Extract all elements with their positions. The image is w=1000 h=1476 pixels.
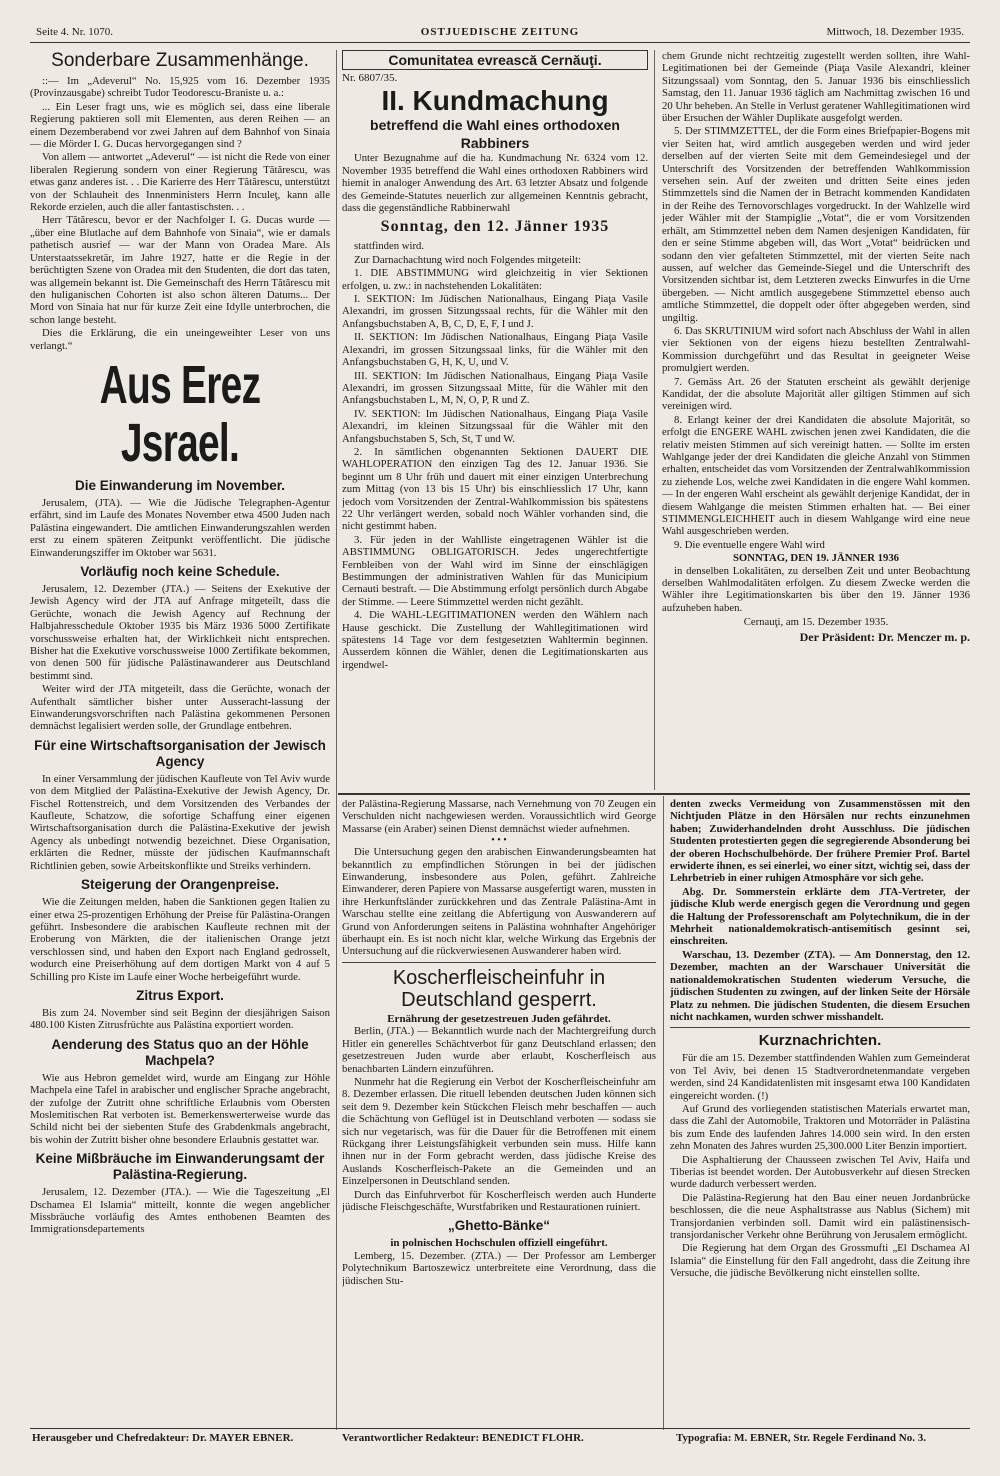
kurznachrichten-title: Kurznachrichten. [758, 1032, 882, 1050]
runoff-date: SONNTAG, DEN 19. JÄNNER 1936 [732, 552, 900, 565]
notice-paragraph: IV. SEKTION: Im Jüdischen Nationalhaus, Eingang Piaţa Vasile Alexandri, im kleinen Sitzungssaal für die Wähler mit den Anfangsbuchstaben S, Sch, St, T und W. [342, 407, 648, 445]
article-title-wirtschaftsorganisation: Für eine Wirtschaftsorganisation der Jewisch Agency [34, 737, 326, 769]
article-title-einwanderung: Die Einwanderung im November. [74, 477, 286, 493]
section-title-aus-erez-jsrael: Aus Erez Jsrael. [99, 354, 261, 473]
article-paragraph: Weiter wird der JTA mitgeteilt, dass die Gerüchte, wonach der Aufenthalt sämtlicher bisher unter Ausseracht-lassung der Einwanderungsvorschriften nach Palästina gekommenen Personen demnächst legalisiert werden solle, der Grundlage entbehren. [30, 683, 330, 733]
article-paragraph: Wie aus Hebron gemeldet wird, wurde am Eingang zur Höhle Machpela eine Tafel in arabischer und englischer Sprache angebracht, der zufolge der Zutritt ohne schriftliche Erlaubnis vom Obersten Moslemitischen Rat verboten ist. Bemerkenswerterweise wurde das Schild nicht bei der siebenten Stufe des Grabdenkmals angebracht, bis wohin der Zutritt bisher ohne besondere Erlaubnis gestattet war. [30, 1071, 330, 1146]
newspaper-title: OSTJUEDISCHE ZEITUNG [420, 26, 580, 38]
article-title-missbraeuche: Keine Mißbräuche im Einwanderungsamt der Palästina-Regierung. [35, 1151, 325, 1183]
article-paragraph: Die Regierung hat dem Organ des Grossmufti „El Dschamea Al Islamia“ die Einstellung für den Fall angedroht, dass die Zeitung ihre Versuche, die jüdische Bevölkerung nicht einstellen sollte. [670, 1242, 970, 1280]
left-column [30, 50, 330, 1426]
notice-paragraph: Zur Darnachachtung wird noch Folgendes mitgeteilt: [354, 253, 582, 266]
page-header [30, 24, 970, 43]
notice-paragraph: 3. Für jeden in der Wahlliste eingetragenen Wähler ist die ABSTIMMUNG OBLIGATORISCH. Jedes ungerechtfertigte Fernbleiben von der Wahl wird im Sinne der einschlägigen Bestimmungen der administrativen Wahlen für das Municipium Cernauti bestraft. — Die Abstimmung erfolgt persönlich durch Abgabe der Stimme. — Leere Stimmzettel werden nicht gezählt. [342, 533, 648, 608]
column-rule-left [336, 50, 337, 1430]
article-paragraph: denten zwecks Vermeidung von Zusammenstössen mit den Nichtjuden Plätze in den Hörsälen nur rechts einzunehmen haben; Zuwiderhandelnden droht Ausschluss. Die jüdischen Studenten protestierten gegen die segregierende Absonderung bei der oberen Hochschulbehörde. Der frühere Premier Prof. Bartel erwiderte ihnen, es sei einerlei, wo einer sitzt, wichtig sei, dass der Lehrbetrieb in einer ruhigen Atmosphäre vor sich gehe. [670, 798, 970, 885]
article-title-orangenpreise: Steigerung der Orangenpreise. [80, 877, 280, 893]
article-title-machpela: Aenderung des Status quo an der Höhle Machpela? [51, 1036, 309, 1068]
notice-paragraph: III. SEKTION: Im Jüdischen Nationalhaus, Eingang Piaţa Vasile Alexandri, im grossen Sitzungssaal Mitte, für die Wähler mit den Anfangsbuchstaben L, M, N, O, P, R und Z. [342, 369, 648, 407]
president-signature: Der Präsident: Dr. Menczer m. p. [799, 629, 970, 644]
place-date: Cernauţi, am 15. Dezember 1935. [743, 616, 889, 629]
article-title-ghetto-baenke: „Ghetto-Bänke“ [447, 1218, 550, 1234]
article-paragraph: Herr Tătărescu, bevor er der Nachfolger I. G. Ducas wurde — „über eine Blutlache auf dem Bahnhofe von Sinaia“, wie er damals pathetisch ausrief — war der Mann von Oradea Mare. Als Unterstaatssekretär, im Jahre 1927, hatte er die Regie in der berüchtigten Szene von Oradea mit den Studenten, die dort das taten, was allgemein bekannt ist. Die Gemeinschaft des Herrn Tătărescu mit den huliganischen Cohorten ist also schon älteren Datums... Der Mord von Sinaia hat nur für kurze Zeit eine Idylle unterbrochen, die schon lange besteht. [30, 214, 330, 326]
kundmachung-title: II. Kundmachung [381, 85, 609, 117]
notice-paragraph: 8. Erlangt keiner der drei Kandidaten die absolute Majorität, so erfolgt die ENGERE WAHL zwischen jenen zwei Kandidaten, die die relativ meisten Stimmen auf sich vereinigt hatten. — Sollte im ersten Wahlgange jeder der drei Kandidaten die gleiche Anzahl von Stimmen erhalten, entscheidet das vom Vorsitzenden der Zentralwahlkommission zu ziehende Los, welche zwei Kandidaten in die engere Wahl kommen. — In der engeren Wahl erscheint als gewählt derjenige Kandidat, der in diesem Wahlgange die meisten Stimmen erhalten hat. — Bei einer STIMMENGLEICHHEIT auch in diesem Wahlgange wird eine neue Wahl ausgeschrieben werden. [662, 413, 970, 538]
notice-paragraph: in denselben Lokalitäten, zu derselben Zeit und unter Beobachtung derselben Wahlmodalitäten erfolgen. Zu diesem Zwecke werden die Wähler ihre Legitimationskarten bis über den 19. Jänner 1936 aufzuheben haben. [662, 564, 970, 614]
article-paragraph: Jerusalem, 12. Dezember (JTA.). — Wie die Tageszeitung „El Dschamea El Islamia“ mitteilt, konnte die wegen angeblicher Missbräuche vorläufig des Amtes enthobenen Beamten des Immigrationsdepartements [30, 1186, 330, 1236]
article-paragraph: Bis zum 24. November sind seit Beginn der diesjährigen Saison 480.100 Kisten Zitrusfrüchte aus Palästina exportiert worden. [30, 1006, 330, 1032]
middle-bottom-column [342, 798, 656, 1426]
article-paragraph: Auf Grund des vorliegenden statistischen Materials erwartet man, dass die Zahl der Automobile, Traktoren und Motorräder in Palästina bis zum Ende des laufenden Jahres 14.000 sein wird. In den ersten zehn Monaten des Jahres wurden 25,300.000 Liter Benzin importiert. [670, 1102, 970, 1153]
issue-date: Mittwoch, 18. Dezember 1935. [826, 26, 964, 38]
article-paragraph: Die Untersuchung gegen den arabischen Einwanderungsbeamten hat bekanntlich zu empfindlichen Störungen in bei der jüdischen Einwanderung, insbesondere aus Polen, geführt. Zahlreiche Einwanderer, deren Papiere von Massarse ausgefertigt waren, mussten in ihre Herkunftsländer zurückkehren und das Zentrale Palästina-Amt in Warschau stellte eine zeitlang die Abfertigung von Auswanderern auf Grund von Anforderungen seitens in Palästina wohnhafter Angehöriger überhaupt ein. Es ist noch nicht klar, welche Wirkung das Ergebnis der Untersuchung auf die rückverwiesenen Auswanderer haben wird. [342, 846, 656, 958]
article-paragraph: Warschau, 13. Dezember (ZTA). — Am Donnerstag, den 12. Dezember, machten an der Warschauer Universität die nationaldemokratischen Studenten wiederum Versuche, die jüdischen Studenten zu zwingen, auf der linken Seite der Hörsäle Platz zu nehmen. Die jüdischen Studenten, die diesem Ersuchen nicht nachkamen, wurden schwer misshandelt. [670, 948, 970, 1023]
article-subtitle: in polnischen Hochschulen offiziell eingeführt. [390, 1237, 608, 1250]
article-paragraph: Von allem — antwortet „Adeverul“ — ist nicht die Rede von einer liberalen Regierung sondern von einer Regierung Tătărescu, was etwas ganz anderes ist. . . Die Karierre des Herr Tătărescu, unterstützt von der Schlauheit des Innenministers Herrn Inculeţ, kann alle Rekorde erzielen, auch die aller fantastischsten. . . [30, 151, 330, 214]
article-paragraph: Abg. Dr. Sommerstein erklärte dem JTA-Vertreter, der jüdische Klub werde energisch gegen die Verordnung und gegen die Haltung der Professorenschaft am Polytechnikum, die in der Mehrheit nationaldemokratisch-antisemitisch gesinnt sei, einschreiten. [670, 885, 970, 948]
notice-paragraph: 1. DIE ABSTIMMUNG wird gleichzeitig in vier Sektionen erfolgen, u. zw.: in nachstehenden Lokalitäten: [342, 267, 648, 292]
section-divider [338, 793, 970, 795]
notice-paragraph: 6. Das SKRUTINIUM wird sofort nach Abschluss der Wahl in allen vier Sektionen von der eigens hiezu bestellten Zentralwahl-Kommission durchgeführt und das Resultat in geeigneter Weise promulgiert werden. [662, 324, 970, 375]
kundmachung-column [342, 50, 648, 788]
article-paragraph: Dies die Erklärung, die ein uneingeweihter Leser von uns verlangt.“ [30, 327, 330, 352]
kundmachung-continued-column [662, 50, 970, 788]
article-paragraph: In einer Versammlung der jüdischen Kaufleute von Tel Aviv wurde von dem Mitglied der Palästina-Exekutive der Jewish Agency, Dr. Fischel Rottenstreich, und dem Vorsitzenden des Verbandes der Kaufleute, Schatzow, die sofortige Schaffung einer eigenen Wirtschaftsorganisation durch die Palästina-Exekutive der jewish Agency als unbedingt notwendig bezeichnet. Diese Organisation, erklärten die Redner, müsste der jüdischen Kaufmannschaft Richtlinien geben, sowie Arbeitskonflikte und Streiks verhindern. [30, 772, 330, 872]
article-paragraph: Wie die Zeitungen melden, haben die Sanktionen gegen Italien zu einer etwa 25-prozentigen Erhöhung der Preise für Palästina-Orangen geführt. Insbesondere die arabischen Kaufleute rechnen mit der Eroberung von Märkten, die der italienischen Orange jetzt verschlossen sind, und haben den Export nach England gedrosselt, wodurch eine Preiserhöhung auf dem dortigen Markt von 4 auf 5 Schilling pro Kiste im Laufe einer Woche herbeigeführt wurde. [30, 896, 330, 983]
article-paragraph: Die Palästina-Regierung hat den Bau einer neuen Jordanbrücke beschlossen, die die neue Asphaltstrasse aus Nablus (Sichem) mit Transjordanien verbinden soll. Damit wird ein palästinensisch-transjordanischer Verkehr ohne Berührung von Jerusalem ermöglicht. [670, 1191, 970, 1241]
footer-rule [30, 1428, 970, 1429]
article-paragraph: ::— Im „Adeverul“ No. 15,925 vom 16. Dezember 1935 (Provinzausgabe) schreibt Tudor Teodorescu-Braniste u. a.: [30, 75, 330, 100]
article-paragraph: Die Asphaltierung der Chausseen zwischen Tel Aviv, Haifa und Tiberias ist beendet worden. Der Autobusverkehr auf diesen Strecken wurde dadurch verbessert werden. [670, 1153, 970, 1191]
notice-paragraph: II. SEKTION: Im Jüdischen Nationalhaus, Eingang Piaţa Vasile Alexandri, im grossen Sitzungssaal links, für die Wähler mit den Anfangsbuchstaben G, H, K, U, und V. [342, 331, 648, 369]
article-paragraph: Berlin, (JTA.) — Bekanntlich wurde nach der Machtergreifung durch Hitler ein generelles Schächtverbot für ganz Deutschland erlassen; den gesetzestreuen Juden wurde aber erlaubt, Koscherfleisch aus benachbarten Ländern einzuführen. [342, 1025, 656, 1075]
article-paragraph: Lemberg, 15. Dezember. (ZTA.) — Der Professor am Lemberger Polytechnikum Bartoszewicz unterbreitete eine Verordnung, dass die jüdischen Stu- [342, 1249, 656, 1287]
page-number: Seite 4. Nr. 1070. [36, 26, 113, 38]
article-paragraph: Durch das Einfuhrverbot für Koscherfleisch werden auch Hunderte jüdische Fleischgeschäfte, Wurstfabriken und Restaurationen ruiniert. [342, 1188, 656, 1213]
article-divider [670, 1027, 970, 1028]
article-paragraph: ... Ein Leser fragt uns, wie es möglich sei, dass eine liberale Regierung paktieren soll mit Elementen, aus deren Reihen — an einem Dezemberabend vor zwei Jahren auf dem Bahnhof von Sinaia — die Mörder I. G. Ducas hervorgegangen sind ? [30, 100, 330, 151]
kundmachung-subtitle: betreffend die Wahl eines orthodoxen Rabbiners [370, 117, 620, 152]
separator-dots: • • • [491, 835, 507, 847]
article-paragraph: Jerusalem, 12. Dezember (JTA.) — Seitens der Exekutive der Jewish Agency wird der JTA auf Anfrage mitgeteilt, dass die Gerüchte, wonach die Jewish Agency auf Rechnung der Halbjahresschedule Oktober 1935 bis März 1936 5000 Zertifikate vorschussweise erhalten hat, der Wirklichkeit nicht entsprechen. Bisher hat die Exekutive vorschussweise 1000 Zertifikate bekommen, von denen 500 für jüdische Palästinawanderer aus Deutschland bestimmt sind. [30, 582, 330, 682]
notice-paragraph: 2. In sämtlichen obgenannten Sektionen DAUERT DIE WAHLOPERATION den einzigen Tag des 12. Januar 1936. Sie beginnt um 8 Uhr früh und dauert mit einer einzigen Unterbrechung zum Mittag (von 13 bis 15 Uhr) bis einschliesslich 17 Uhr, kann jedoch vom Vorsitzenden der Zentral-Wahlkommission bis spätestens 22 Uhr verlängert werden, sobald noch Wähler vorhanden sind, die nicht gestimmt haben. [342, 445, 648, 533]
column-rule-right-top [654, 50, 655, 790]
article-paragraph: Jerusalem, (JTA). — Wie die Jüdische Telegraphen-Agentur erfährt, sind im Laufe des Monates November etwa 4500 Juden nach Palästina eingewandert. Die amtlichen Einwanderungszahlen werden erst zu einem späteren Zeitpunkt veröffentlicht. Die jüdische Einwanderungsziffer im Oktober war 5631. [30, 496, 330, 559]
community-heading: Comunitatea evrească Cernăuţi. [342, 50, 648, 70]
column-rule-right-bottom [663, 796, 664, 1430]
article-paragraph: Für die am 15. Dezember stattfindenden Wahlen zum Gemeinderat von Tel Aviv, bei denen 15 Stadtverordnetenmandate vergeben werden, sind 24 Kandidatenlisten mit insgesamt etwa 100 Kandidaten eingereicht worden. (!) [670, 1052, 970, 1102]
election-date: Sonntag, den 12. Jänner 1935 [380, 218, 610, 236]
notice-paragraph: I. SEKTION: Im Jüdischen Nationalhaus, Eingang Piaţa Vasile Alexandri, im grossen Sitzungssaal rechts, für die Wähler mit den Anfangsbuchstaben A, B, C, D, E, F, I und J. [342, 293, 648, 330]
article-title-koscherfleisch: Koscherfleischeinfuhr in Deutschland gesperrt. [392, 966, 606, 1011]
right-bottom-column [670, 798, 970, 1426]
notice-paragraph: Unter Bezugnahme auf die ha. Kundmachung Nr. 6324 vom 12. November 1935 betreffend die Wahl eines orthodoxen Rabbiners wird hiemit in analoger Anwendung des Art. 63 letzter Absatz und folgende des Gemeinde-Statutes neuerlich zur allgemeinen Kenntnis gebracht, dass die gegenständliche Rabbinerwahl [342, 152, 648, 215]
notice-paragraph: 5. Der STIMMZETTEL, der die Form eines Briefpapier-Bogens mit vier Seiten hat, wird amtlich ausgegeben werden und wird jeder derselben auf der vierten Seite mit dem Gemeindesiegel und der Unterschrift des Vorsitzenden der betreffenden Wahlkommission versehen sein. Auf der zweiten und dritten Seite eines jeden Stimmzettels sind die Namen der in Betracht kommenden Kandidaten in der Reihe des Ternovorschlages vorgedruckt. In der Wahlzelle wird jeder Wähler mit der Stampiglie „Votat“, die er vom Vorsitzenden erhält, am Stimmzettel neben dem Namen desjenigen Kandidaten, für den er seine Stimme abgeben will, das Wort „Votat“ beidrücken und sodann den vier gefalteten Stimmzettel, mit der vierten Seite nach aussen, auf welcher das Gemeinde-Siegel und die Unterschrift des Vorsitzenden sichtbar ist, dem Letzteren zwecks Einwurfes in die Urne übergeben. — Nicht amtlich ausgegebene Stimmzettel ebenso auch amtliche Stimmzettel, die doppelt oder öfter abgegeben werden, sind ungiltig. [662, 125, 970, 324]
article-divider [342, 962, 656, 963]
article-title-sonderbare: Sonderbare Zusammenhänge. [51, 50, 309, 71]
notice-paragraph: stattfinden wird. [354, 240, 425, 253]
document-number: Nr. 6807/35. [342, 72, 398, 84]
notice-paragraph: 4. Die WAHL-LEGITIMATIONEN werden den Wählern nach Hause geschickt. Die Zustellung der Wahllegitimationen wird spätestens 14 Tage vor dem festgesetzten Wahltermin beginnen. Ausserdem können die Wähler, denen die Legitimationskarten aus irgendwel- [342, 609, 648, 671]
footer-printer: Typografia: M. EBNER, Str. Regele Ferdinand No. 3. [676, 1432, 926, 1444]
article-paragraph: der Palästina-Regierung Massarse, nach Vernehmung von 70 Zeugen ein Verschulden nicht nachgewiesen werden. Voraussichtlich wird George Massarse (ein Araber) seinen Dienst demnächst wieder aufnehmen. [342, 798, 656, 835]
article-paragraph: Nunmehr hat die Regierung ein Verbot der Koscherfleischeinfuhr am 8. Dezember erlassen. Die rituell lebenden deutschen Juden können sich seit dem 9. Dezember kein Stückchen Fleisch mehr beschaffen — auch die Schächtung von Geflügel ist in Deutschland verboten — sodass sie sich nur vegetarisch, was für die Dauer für die Betroffenen mit einem Rückgang ihrer Leistungsfähigkeit verbunden sein muss. Hilfe kann ihnen nur in der Form gebracht werden, dass jüdische Kreise des Auslands Koscherfleisch-Pakete an die Gemeinden und an Einzelpersonen in Deutschland senden. [342, 1075, 656, 1188]
notice-paragraph: 9. Die eventuelle engere Wahl wird [674, 538, 825, 551]
article-subtitle: Ernährung der gesetzestreuen Juden gefährdet. [387, 1012, 611, 1025]
footer-editor: Verantwortlicher Redakteur: BENEDICT FLOHR. [342, 1432, 584, 1444]
article-title-schedule: Vorläufig noch keine Schedule. [80, 563, 280, 579]
notice-paragraph: 7. Gemäss Art. 26 der Statuten erscheint als gewählt derjenige Kandidat, der die absolute Majorität aller giltigen Stimmen auf sich vereinigen wird. [662, 375, 970, 413]
notice-paragraph: chem Grunde nicht rechtzeitig zugestellt werden sollten, ihre Wahl-Legitimationen bei der Gemeinde (Piaţa Vasile Alexandri, kleiner Sitzungssaal) vom Sonntag, den 5. Januar 1936 bis einschliesslich Samstag, den 11. Januar 1936 täglich am Nachmittag zwischen 16 und 20 Uhr beheben. An Stelle in Verlust geratener Wahllegitimationen wird über Ersuchen der Wähler Duplikate ausgefolgt werden. [662, 50, 970, 125]
footer-publisher: Herausgeber und Chefredakteur: Dr. MAYER EBNER. [32, 1432, 294, 1444]
article-title-zitrus: Zitrus Export. [136, 987, 224, 1003]
